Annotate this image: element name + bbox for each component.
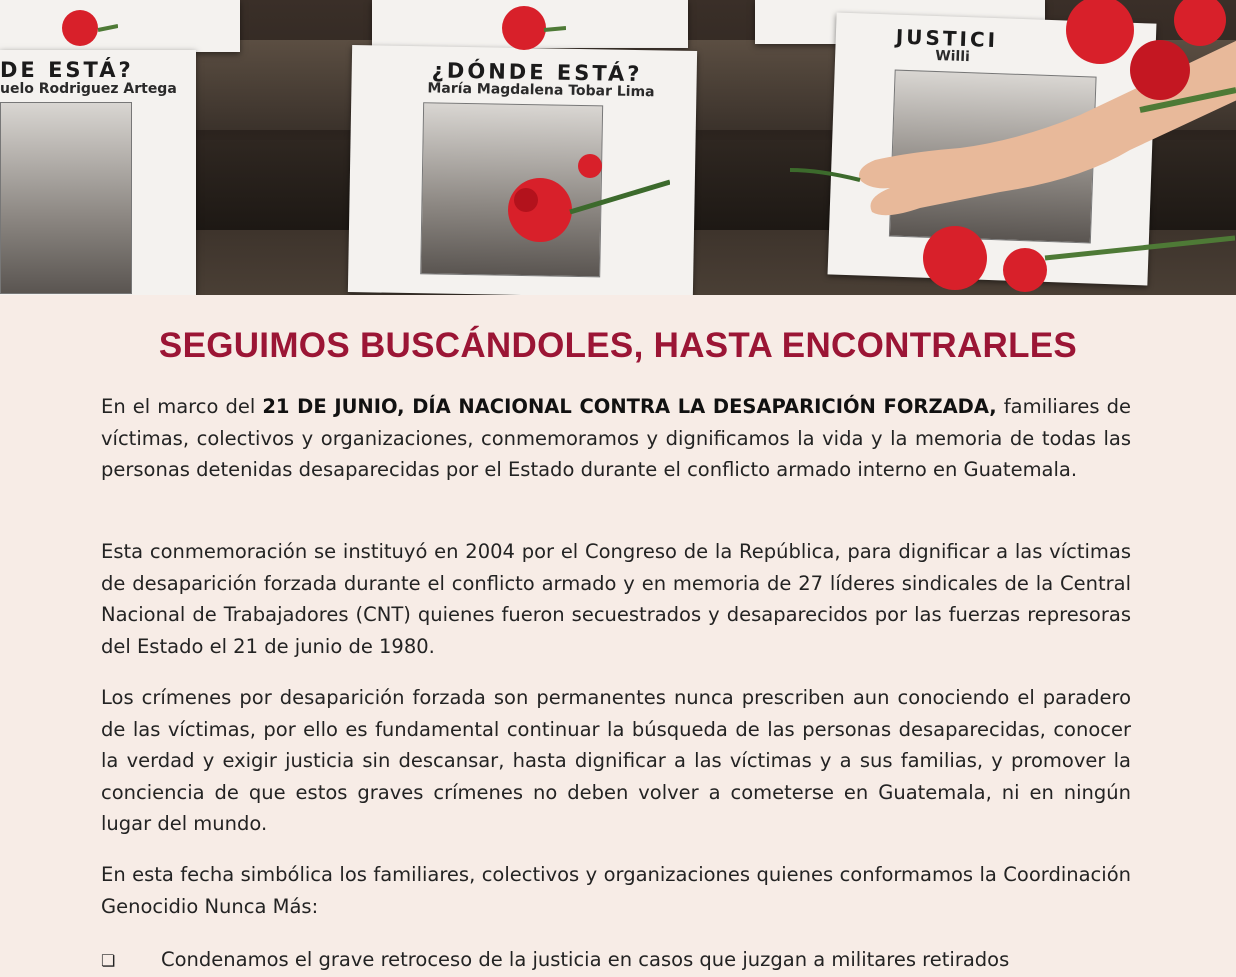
poster-name: María Magdalena Tobar Lima — [427, 80, 655, 101]
intro-rest: familiares de víctimas, colectivos y organizaciones, conmemoramos y dignificamos la vida y la memoria de todas las personas detenidas desaparecidas por el Estado durante el conflicto armado interno en Guatemala. — [101, 395, 1131, 481]
carnation-icon — [1040, 0, 1236, 160]
poster-title: ¿DÓNDE ESTÁ? — [431, 58, 643, 87]
portrait-photo — [0, 102, 132, 294]
list-item-text: Condenamos el grave retroceso de la justicia en casos que juzgan a militares retirados — [161, 948, 1010, 971]
header-photo — [0, 0, 1236, 295]
paragraph-declaration: En esta fecha simbólica los familiares, colectivos y organizaciones quienes conformamos la Coordinación Genocidio Nunca Más: — [101, 863, 1131, 918]
list-item — [101, 944, 1131, 977]
poster-name: Willi — [934, 47, 971, 66]
carnation-icon — [570, 150, 620, 190]
date-highlight: 21 DE JUNIO, DÍA NACIONAL CONTRA LA DESAPARICIÓN FORZADA, — [262, 395, 997, 418]
paragraph-history: Esta conmemoración se instituyó en 2004 por el Congreso de la República, para dignificar a las víctimas de desaparición forzada durante el conflicto armado y en memoria de 27 líderes sindicales de la Central Nacional de Trabajadores (CNT) quienes fueron secuestrados y desaparecidos por las fuerzas represoras del Estado el 21 de junio de 1980. — [101, 540, 1131, 658]
missing-person-poster — [348, 45, 697, 295]
poster-name: uelo Rodriguez Artega — [0, 81, 177, 97]
paragraph-intro — [101, 391, 1131, 486]
carnation-icon — [58, 6, 118, 50]
intro-text: En el marco del — [101, 395, 263, 418]
poster-title: JUSTICI — [895, 24, 999, 53]
poster-partial — [0, 0, 240, 52]
paragraph-crimes: Los crímenes por desaparición forzada son permanentes nunca prescriben aun conociendo el paradero de las víctimas, por ello es fundamental continuar la búsqueda de las personas desaparecidas, conocer la verdad y exigir justicia sin descansar, hasta dignificar a las víctimas y a sus familias, y promover la conciencia de que estos graves crímenes no deben volver a cometerse en Guatemala, ni en ningún lugar del mundo. — [101, 686, 1131, 835]
carnation-icon — [496, 4, 566, 54]
missing-person-poster — [0, 50, 196, 295]
checkbox-bullet-icon: ❏ — [101, 951, 116, 970]
carnation-icon — [915, 218, 1235, 295]
page-title: SEGUIMOS BUSCÁNDOLES, HASTA ENCONTRARLES — [158, 326, 1078, 365]
poster-title: DE ESTÁ? — [0, 58, 134, 82]
